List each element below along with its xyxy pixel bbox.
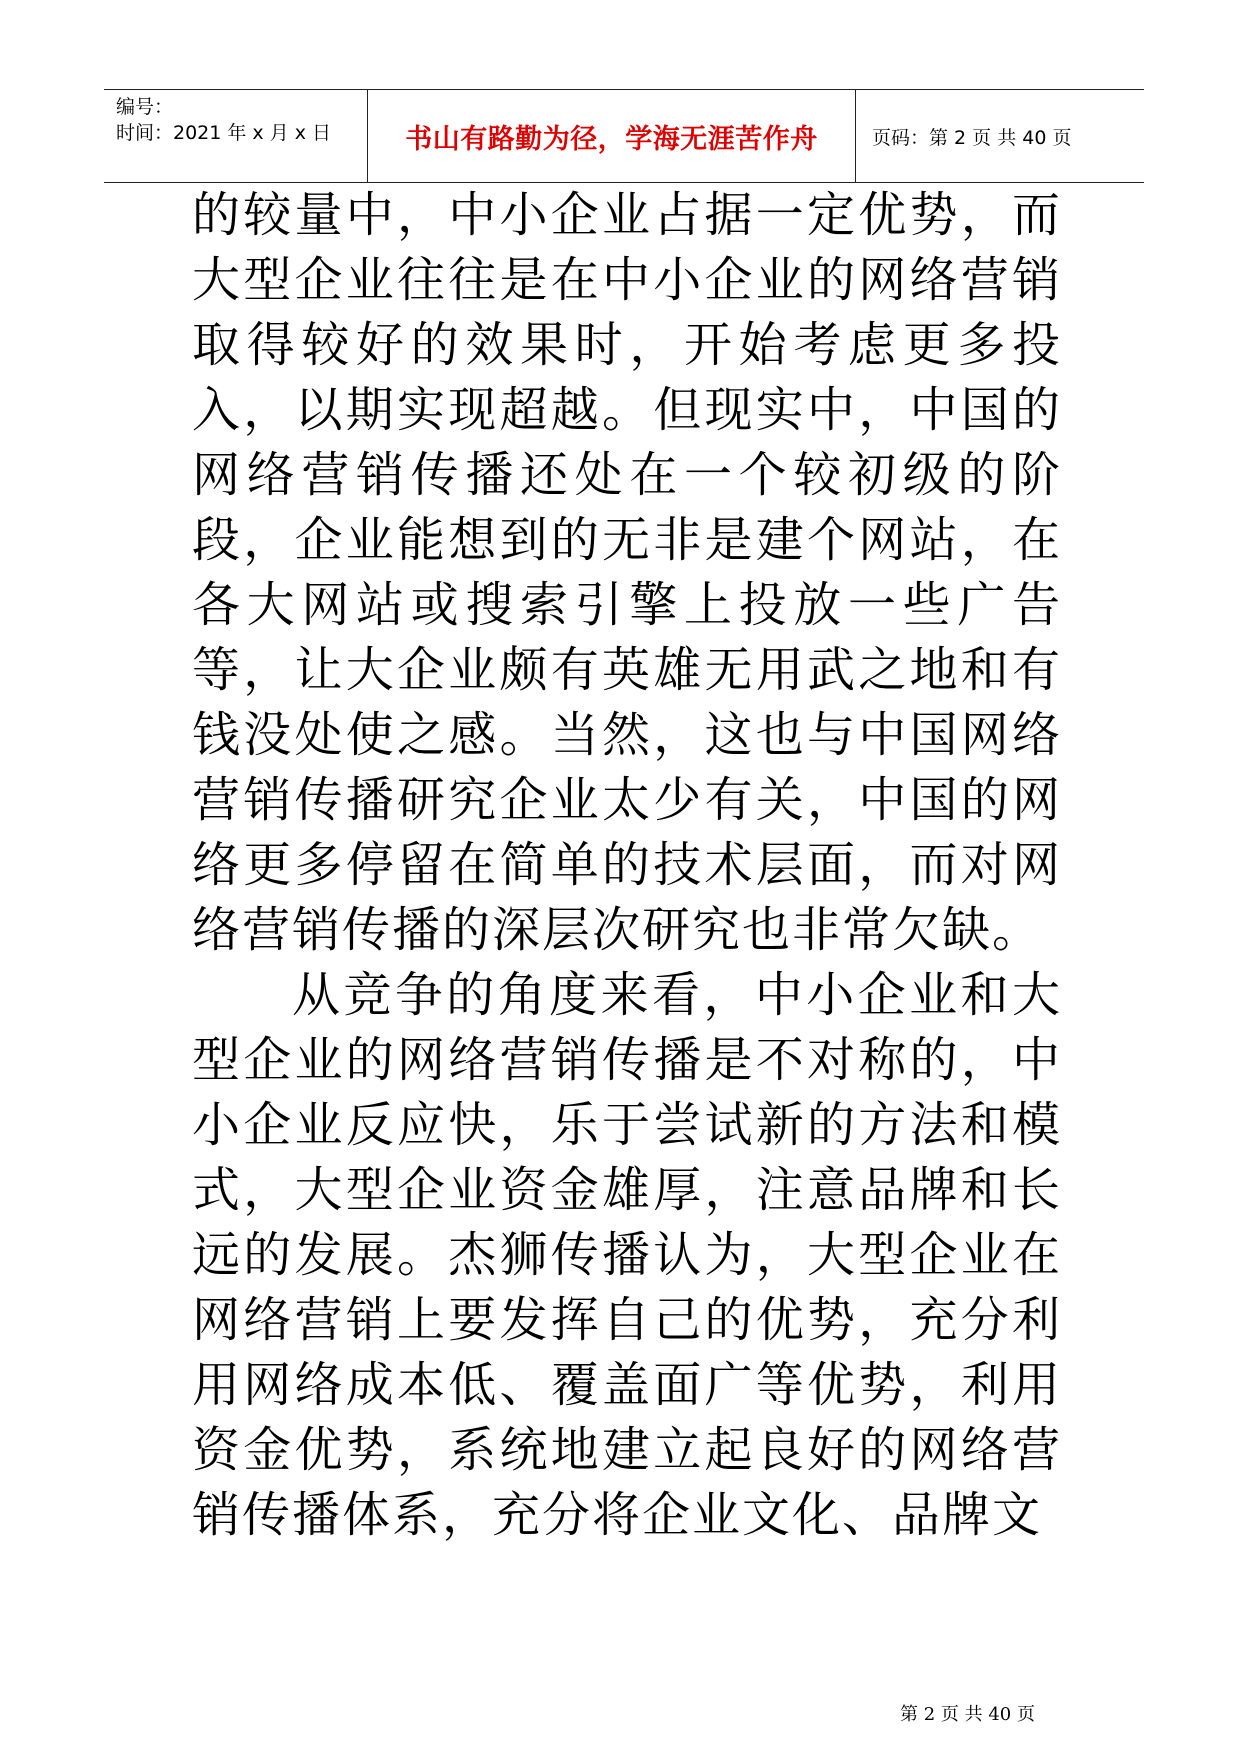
header-motto: 书山有路勤为径，学海无涯苦作舟: [405, 123, 818, 155]
header-page-code: 页码：第 2 页 共 40 页: [872, 126, 1072, 149]
header-page-cell: [856, 90, 1144, 182]
header-meta-cell: [104, 90, 368, 182]
document-body: [192, 183, 1062, 1548]
body-paragraph: 的较量中，中小企业占据一定优势，而大型企业往往是在中小企业的网络营销取得较好的效果时，开始考虑更多投入，以期实现超越。但现实中，中国的网络营销传播还处在一个较初级的阶段，企业能想到的无非是建个网站，在各大网站或搜索引擎上投放一些广告等，让大企业颇有英雄无用武之地和有钱没处使之感。当然，这也与中国网络营销传播研究企业太少有关，中国的网络更多停留在简单的技术层面，而对网络营销传播的深层次研究也非常欠缺。: [192, 187, 1062, 958]
document-time-label: 时间：2021 年 x 月 x 日: [116, 122, 332, 144]
body-paragraph: 从竞争的角度来看，中小企业和大型企业的网络营销传播是不对称的，中小企业反应快，乐于尝试新的方法和模式，大型企业资金雄厚，注意品牌和长远的发展。杰狮传播认为，大型企业在网络营销上要发挥自己的优势，充分利用网络成本低、覆盖面广等优势，利用资金优势，系统地建立起良好的网络营销传播体系，充分将企业文化、品牌文: [192, 967, 1062, 1543]
page-header: [104, 89, 1144, 183]
document-number-label: 编号：: [116, 96, 174, 118]
page-footer: 第 2 页 共 40 页: [900, 1704, 1035, 1725]
header-motto-cell: [368, 90, 856, 182]
